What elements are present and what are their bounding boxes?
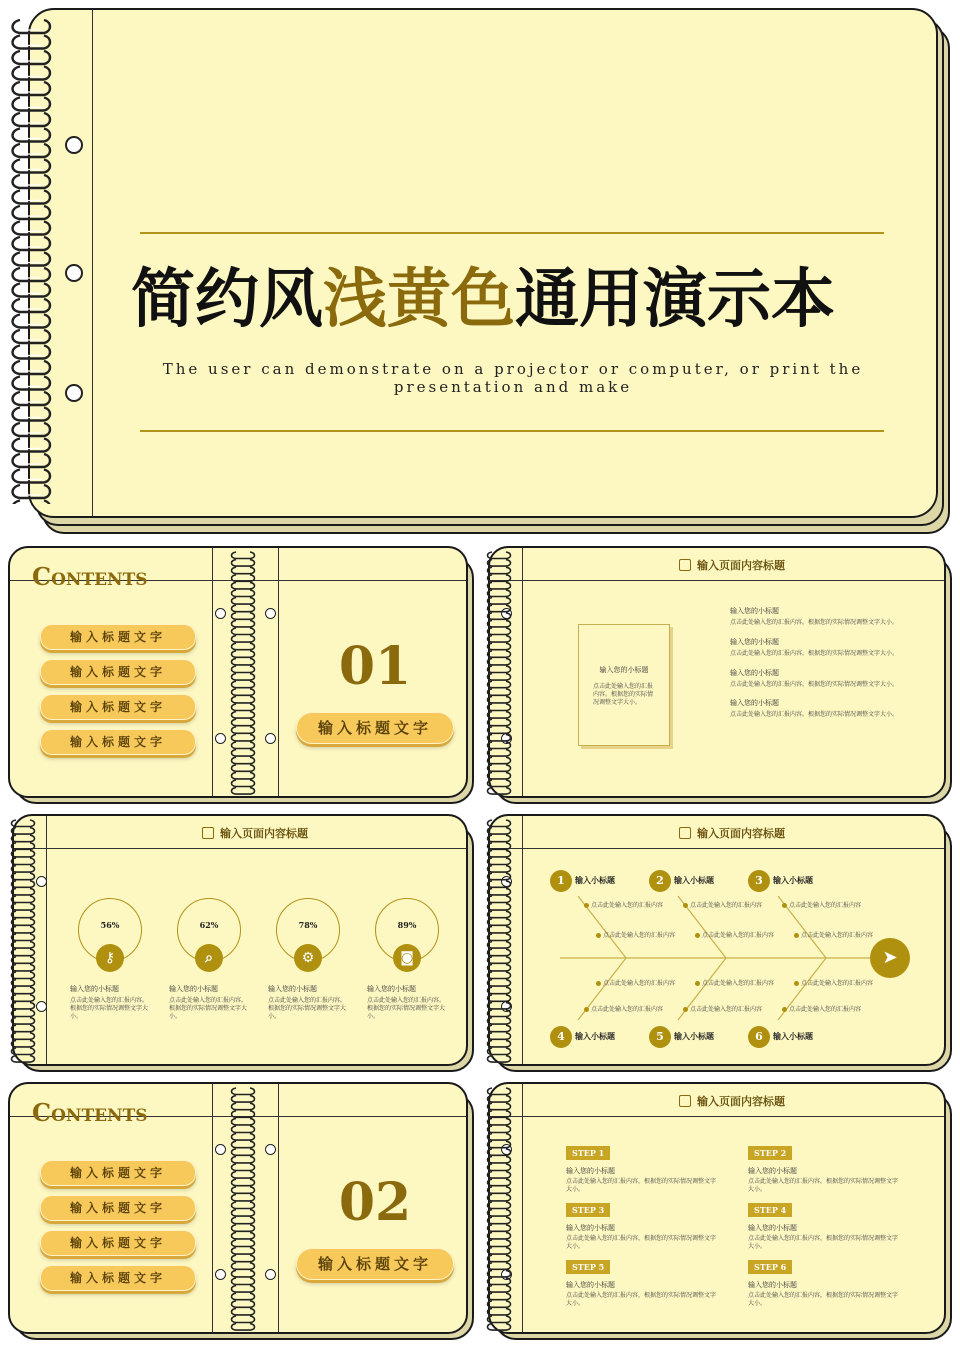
edit-icon	[679, 559, 691, 571]
card-title: 输入您的小标题	[599, 666, 649, 674]
percent-label: 56%	[100, 920, 120, 930]
search-icon: ⌕	[195, 944, 223, 972]
branch-text: 点击此处输入您的汇报内容	[801, 932, 874, 939]
branch-text: 点击此处输入您的汇报内容	[690, 1006, 763, 1013]
step-title: 输入您的小标题	[566, 1224, 615, 1232]
branch-dot	[794, 981, 799, 986]
content-slide-4	[484, 812, 954, 1074]
branch-text: 点击此处输入您的汇报内容	[789, 1006, 862, 1013]
branch-dot	[584, 903, 589, 908]
branch-text: 点击此处输入您的汇报内容	[591, 902, 664, 909]
node-label: 输入小标题	[773, 876, 813, 885]
row-title: 输入您的小标题	[730, 669, 779, 677]
step-title: 输入您的小标题	[748, 1281, 797, 1289]
page-title: 输入页面内容标题	[520, 1093, 944, 1109]
branch-dot	[695, 933, 700, 938]
branch-dot	[596, 981, 601, 986]
branch-text: 点击此处输入您的汇报内容	[702, 932, 775, 939]
section-title-button[interactable]: 输入标题文字	[296, 1248, 454, 1280]
section-title-button[interactable]: 输入标题文字	[296, 712, 454, 744]
step-badge: STEP 2	[748, 1146, 792, 1160]
item-title: 输入您的小标题	[70, 985, 119, 993]
step-badge: STEP 1	[566, 1146, 610, 1160]
contents-item[interactable]: 输入标题文字	[40, 694, 196, 720]
row-text: 点击此处输入您的汇报内容。根据您的实际情况调整文字大小。	[730, 711, 899, 718]
node-label: 输入小标题	[575, 876, 615, 885]
cover-subtitle: The user can demonstrate on a projector or computer, or print the presentation and make	[162, 360, 864, 396]
contents-heading: Contents	[32, 1098, 148, 1127]
percent-label: 89%	[397, 920, 417, 930]
section-number: 01	[338, 636, 412, 697]
percent-label: 78%	[298, 920, 318, 930]
contents-item[interactable]: 输入标题文字	[40, 1195, 196, 1221]
step-number: 4	[550, 1026, 572, 1048]
item-title: 输入您的小标题	[169, 985, 218, 993]
page-title: 输入页面内容标题	[520, 557, 944, 573]
step-title: 输入您的小标题	[566, 1281, 615, 1289]
branch-text: 点击此处输入您的汇报内容	[603, 932, 676, 939]
branch-text: 点击此处输入您的汇报内容	[690, 902, 763, 909]
step-number: 2	[649, 870, 671, 892]
row-text: 点击此处输入您的汇报内容。根据您的实际情况调整文字大小。	[730, 619, 899, 626]
item-title: 输入您的小标题	[367, 985, 416, 993]
branch-text: 点击此处输入您的汇报内容	[801, 980, 874, 987]
spiral-binding	[484, 816, 514, 1066]
key-icon: ⚷	[96, 944, 124, 972]
node-label: 输入小标题	[773, 1032, 813, 1041]
content-slide-3	[8, 812, 474, 1074]
step-text: 点击此处输入您的汇报内容，根据您的实际情况调整文字大小。	[566, 1178, 717, 1193]
contents-heading: Contents	[32, 562, 148, 591]
section-number: 02	[338, 1172, 412, 1233]
branch-text: 点击此处输入您的汇报内容	[702, 980, 775, 987]
contents-item[interactable]: 输入标题文字	[40, 1160, 196, 1186]
branch-dot	[794, 933, 799, 938]
row-text: 点击此处输入您的汇报内容。根据您的实际情况调整文字大小。	[730, 681, 899, 688]
step-number: 1	[550, 870, 572, 892]
item-text: 点击此处输入您的汇报内容。根据您的实际情况调整文字大小。	[70, 997, 149, 1020]
spiral-binding	[8, 16, 52, 504]
step-title: 输入您的小标题	[566, 1167, 615, 1175]
note-card	[578, 624, 670, 746]
step-number: 3	[748, 870, 770, 892]
contents-item[interactable]: 输入标题文字	[40, 1265, 196, 1291]
cover-notebook	[8, 6, 952, 538]
cover-title: 简约风浅黄色通用演示本	[131, 263, 835, 337]
contents-slide-1	[8, 544, 474, 806]
item-text: 点击此处输入您的汇报内容。根据您的实际情况调整文字大小。	[169, 997, 248, 1020]
cover-page	[28, 8, 938, 518]
content-slide-6	[484, 1080, 954, 1342]
spiral-binding	[228, 1084, 258, 1334]
edit-icon	[202, 827, 214, 839]
row-title: 输入您的小标题	[730, 638, 779, 646]
camera-icon: ◙	[393, 944, 421, 972]
paper-plane-icon: ➤	[870, 938, 910, 978]
branch-dot	[695, 981, 700, 986]
step-text: 点击此处输入您的汇报内容，根据您的实际情况调整文字大小。	[566, 1235, 717, 1250]
page-title: 输入页面内容标题	[44, 825, 466, 841]
contents-item[interactable]: 输入标题文字	[40, 729, 196, 755]
step-number: 5	[649, 1026, 671, 1048]
spiral-binding	[228, 548, 258, 798]
page-title: 输入页面内容标题	[520, 825, 944, 841]
contents-item[interactable]: 输入标题文字	[40, 624, 196, 650]
card-text: 点击此处输入您的汇报内容。根据您的实际情况调整文字大小。	[593, 683, 654, 706]
branch-dot	[683, 903, 688, 908]
item-title: 输入您的小标题	[268, 985, 317, 993]
step-text: 点击此处输入您的汇报内容，根据您的实际情况调整文字大小。	[748, 1235, 899, 1250]
branch-dot	[782, 1007, 787, 1012]
branch-dot	[782, 903, 787, 908]
spiral-binding	[484, 548, 514, 798]
branch-dot	[683, 1007, 688, 1012]
content-slide-2	[484, 544, 954, 806]
branch-text: 点击此处输入您的汇报内容	[789, 902, 862, 909]
node-label: 输入小标题	[674, 876, 714, 885]
spiral-binding	[8, 816, 38, 1066]
gear-icon: ⚙	[294, 944, 322, 972]
contents-item[interactable]: 输入标题文字	[40, 659, 196, 685]
item-text: 点击此处输入您的汇报内容。根据您的实际情况调整文字大小。	[367, 997, 446, 1020]
contents-slide-2	[8, 1080, 474, 1342]
node-label: 输入小标题	[575, 1032, 615, 1041]
step-badge: STEP 6	[748, 1260, 792, 1274]
step-badge: STEP 4	[748, 1203, 792, 1217]
step-text: 点击此处输入您的汇报内容，根据您的实际情况调整文字大小。	[748, 1178, 899, 1193]
spiral-binding	[484, 1084, 514, 1334]
edit-icon	[679, 1095, 691, 1107]
percent-label: 62%	[199, 920, 219, 930]
row-title: 输入您的小标题	[730, 607, 779, 615]
row-text: 点击此处输入您的汇报内容。根据您的实际情况调整文字大小。	[730, 650, 899, 657]
branch-dot	[584, 1007, 589, 1012]
item-text: 点击此处输入您的汇报内容。根据您的实际情况调整文字大小。	[268, 997, 347, 1020]
contents-item[interactable]: 输入标题文字	[40, 1230, 196, 1256]
branch-text: 点击此处输入您的汇报内容	[591, 1006, 664, 1013]
step-number: 6	[748, 1026, 770, 1048]
step-badge: STEP 3	[566, 1203, 610, 1217]
step-text: 点击此处输入您的汇报内容，根据您的实际情况调整文字大小。	[566, 1292, 717, 1307]
step-badge: STEP 5	[566, 1260, 610, 1274]
step-text: 点击此处输入您的汇报内容，根据您的实际情况调整文字大小。	[748, 1292, 899, 1307]
branch-text: 点击此处输入您的汇报内容	[603, 980, 676, 987]
branch-dot	[596, 933, 601, 938]
step-title: 输入您的小标题	[748, 1224, 797, 1232]
node-label: 输入小标题	[674, 1032, 714, 1041]
step-title: 输入您的小标题	[748, 1167, 797, 1175]
row-title: 输入您的小标题	[730, 699, 779, 707]
